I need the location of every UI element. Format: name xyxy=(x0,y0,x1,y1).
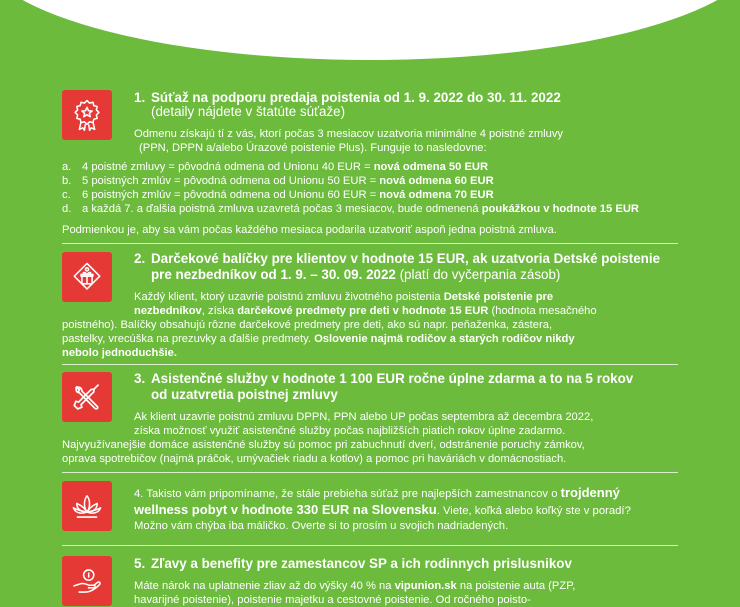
award-ribbon-icon xyxy=(70,98,104,132)
section3-body-1: Ak klient uzavrie poistnú zmluvu DPPN, PPN alebo UP počas septembra až decembra 2022, získa možnosť využiť asistenčné služby počas najbližších piatich rokov úplne zadarmo. xyxy=(134,411,594,437)
section3-body-2: Najvyužívanejšie domáce asistenčné služby sú pomoc pri zabuchnutí dverí, odstránenie poruchy zámkov, oprava spotrebičov (najmä práčok, umývačiek riadu a kotlov) a pomoc pri haváriách v domácnostiach. xyxy=(62,439,585,465)
gift-tag-icon xyxy=(70,260,104,294)
vipunion-link[interactable]: vipunion.sk xyxy=(394,580,457,592)
reward-item-a: a. 4 poistné zmluvy = pôvodná odmena od Unionu 40 EUR = nová odmena 50 EUR xyxy=(62,161,489,173)
section1-subtitle: (detaily nájdete v štatúte súťaže) xyxy=(151,104,346,119)
section2-body-2: poistného). Balíčky obsahujú rôzne darčekové predmety pre deti, ako sú napr. peňaženka, zástera, pastelky, vrecúška na prezuvky a ďalšie predmety. Oslovenie najmä rodičov a starých rodičov nikdy nebolo jednoduchšie. xyxy=(62,319,575,359)
section2-body-1: Každý klient, ktorý uzavrie poistnú zmluvu životného poistenia Detské poistenie pre nezbedníkov, získa darčekové predmety pre deti v hodnote 15 EUR (hodnota mesačného xyxy=(134,291,597,317)
section1-heading: 1. Súťaž na podporu predaja poistenia od 1. 9. 2022 do 30. 11. 2022 xyxy=(134,90,561,105)
divider-3 xyxy=(62,472,678,473)
section2-heading: 2. Darčekové balíčky pre klientov v hodnote 15 EUR, ak uzatvoria Detské poistenie pre nezbedníkov od 1. 9. – 30. 09. 2022 (platí do vyčerpania zásob) xyxy=(134,251,661,282)
lotus-icon xyxy=(70,489,104,523)
wrench-screwdriver-icon xyxy=(70,380,104,414)
divider-2 xyxy=(62,364,678,365)
reward-item-d: d. a každá 7. a ďalšia poistná zmluva uzavretá počas 3 mesiacov, bude odmenená poukážkou v hodnote 15 EUR xyxy=(62,203,639,215)
hand-coin-icon xyxy=(70,564,104,598)
section4-icon-box xyxy=(62,481,112,531)
section4-body: 4. Takisto vám pripomíname, že stále prebieha súťaž pre najlepších zamestnancov o trojdenný wellness pobyt v hodnote 330 EUR na Slovensku. Viete, koľká alebo koľký ste v poradí? Možno vám chýba iba máličko. Overte si to prosím u svojich nadriadených. xyxy=(134,485,631,532)
section1-intro: Odmenu získajú tí z vás, ktorí počas 3 mesiacov uzatvoria minimálne 4 poistné zmluvy (PPN, DPPN a/alebo Úrazové poistenie Plus). Funguje to nasledovne: xyxy=(134,128,564,154)
section5-heading: 5. Zľavy a benefity pre zamestancov SP a ich rodinnych prislusnikov xyxy=(134,556,572,571)
reward-item-c: c. 6 poistných zmlúv = pôvodná odmena od Unionu 60 EUR = nová odmena 70 EUR xyxy=(62,189,494,201)
section1-footer: Podmienkou je, aby sa vám počas každého mesiaca podarila uzatvoriť aspoň jedna poistná zmluva. xyxy=(62,224,557,236)
divider-4 xyxy=(62,545,678,546)
divider-1 xyxy=(62,243,678,244)
section3-heading: 3. Asistenčné služby v hodnote 1 100 EUR ročne úplne zdarma a to na 5 rokov od uzatvretia poistnej zmluvy xyxy=(134,371,634,402)
section1-icon-box xyxy=(62,90,112,140)
top-white-arc xyxy=(0,0,740,60)
section3-icon-box xyxy=(62,372,112,422)
section2-icon-box xyxy=(62,252,112,302)
section5-icon-box xyxy=(62,556,112,606)
section1-reward-list xyxy=(62,160,639,216)
section5-body: Máte nárok na uplatnenie zliav až do výšky 40 % na vipunion.sk na poistenie auta (PZP, havarijné poistenie), poistenie majetku a cestovné poistenie. Od ročného poisto- xyxy=(134,580,576,606)
reward-item-b: b. 5 poistných zmlúv = pôvodná odmena od Unionu 50 EUR = nová odmena 60 EUR xyxy=(62,175,494,187)
